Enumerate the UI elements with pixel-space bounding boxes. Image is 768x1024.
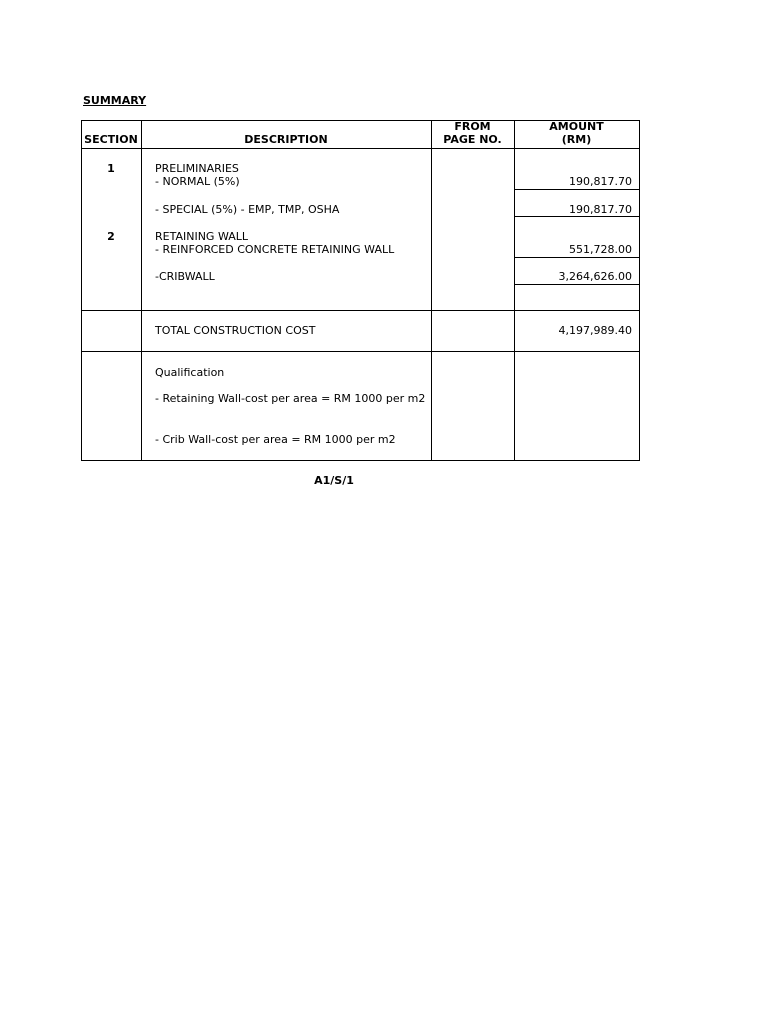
- line-item-amount: 551,728.00: [569, 243, 632, 256]
- amount-underline: [514, 257, 640, 258]
- section-heading: PRELIMINARIES: [155, 162, 239, 175]
- line-item-description: -CRIBWALL: [155, 270, 215, 283]
- header-amount-line2: (RM): [561, 133, 592, 146]
- total-label: TOTAL CONSTRUCTION COST: [155, 324, 316, 337]
- header-from-line2: PAGE NO.: [443, 133, 502, 146]
- section-number: 1: [107, 162, 115, 175]
- total-bottom-border: [81, 351, 640, 352]
- header-section: SECTION: [84, 133, 138, 146]
- total-amount: 4,197,989.40: [558, 324, 632, 337]
- sections-bottom-border: [81, 310, 640, 311]
- line-item-amount: 190,817.70: [569, 203, 632, 216]
- header-bottom-border: [81, 148, 640, 149]
- amount-underline: [514, 189, 640, 190]
- page-reference: A1/S/1: [314, 474, 354, 487]
- header-description: DESCRIPTION: [244, 133, 328, 146]
- qualification-line: - Crib Wall-cost per area = RM 1000 per m2: [155, 433, 396, 446]
- line-item-amount: 3,264,626.00: [558, 270, 632, 283]
- table-bottom-border: [81, 460, 640, 461]
- line-item-amount: 190,817.70: [569, 175, 632, 188]
- header-amount-line1: AMOUNT: [549, 120, 604, 133]
- section-heading: RETAINING WALL: [155, 230, 249, 243]
- qualification-heading: Qualification: [155, 366, 225, 379]
- section-number: 2: [107, 230, 115, 243]
- column-divider: [141, 120, 142, 461]
- amount-underline: [514, 216, 640, 217]
- header-from-line1: FROM: [454, 120, 491, 133]
- line-item-description: - REINFORCED CONCRETE RETAINING WALL: [155, 243, 395, 256]
- line-item-description: - NORMAL (5%): [155, 175, 240, 188]
- line-item-description: - SPECIAL (5%) - EMP, TMP, OSHA: [155, 203, 340, 216]
- qualification-line: - Retaining Wall-cost per area = RM 1000 per m2: [155, 392, 426, 405]
- amount-underline: [514, 284, 640, 285]
- column-divider: [431, 120, 432, 461]
- summary-title: SUMMARY: [83, 94, 147, 107]
- table-right-border: [639, 120, 640, 461]
- column-divider: [514, 120, 515, 461]
